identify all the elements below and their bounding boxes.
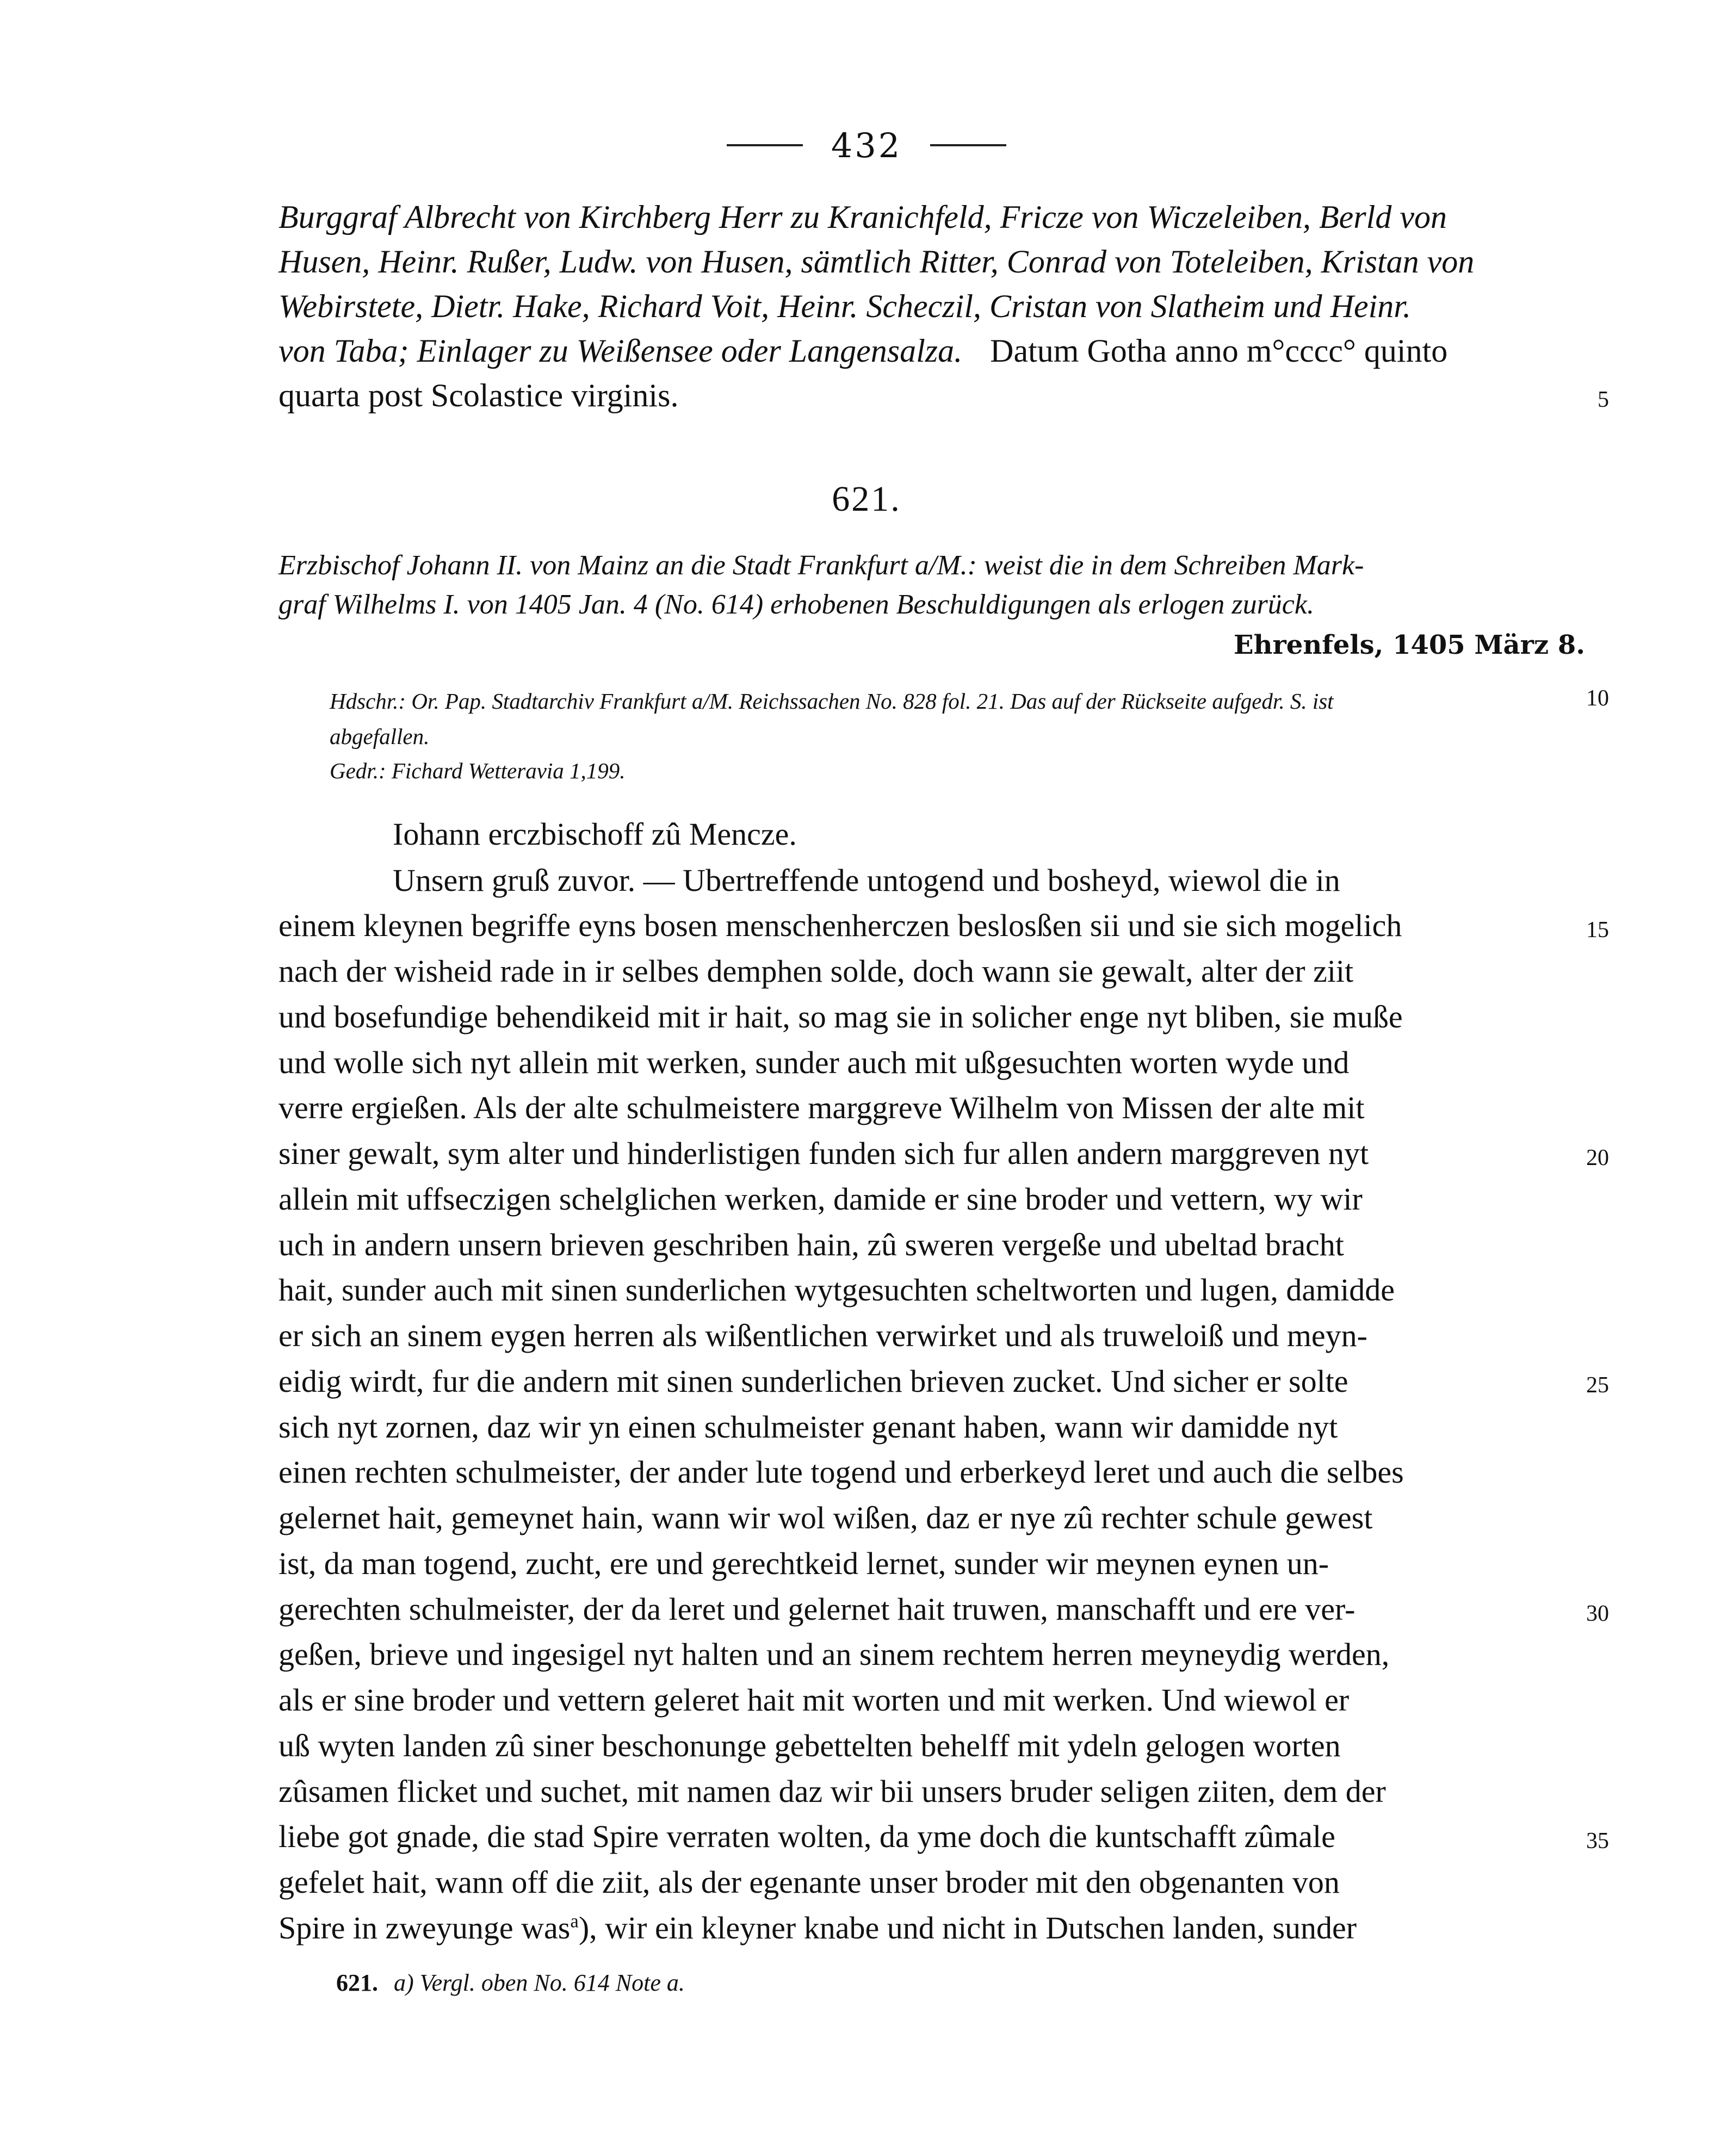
text-line: gerechten schulmeister, der da leret und gelernet hait truwen, manschafft und ere ver- <box>278 1591 1356 1627</box>
margin-line-number: 20 <box>1586 1145 1609 1170</box>
page-header <box>0 121 1733 170</box>
source-line: abgefallen. <box>330 724 430 749</box>
text-line: verre ergießen. Als der alte schulmeistere marggreve Wilhelm von Missen der alte mit <box>278 1090 1365 1125</box>
margin-line-number: 25 <box>1586 1373 1609 1398</box>
salutation: Iohann erczbischoff zû Mencze. <box>393 816 797 852</box>
text-line: gefelet hait, wann off die ziit, als der egenante unser broder mit den obgenanten von <box>278 1864 1340 1900</box>
text-line: allein mit uffseczigen schelglichen werken, damide er sine broder und vettern, wy wir <box>278 1181 1363 1217</box>
text-line: sich nyt zornen, daz wir yn einen schulmeister genant haben, wann wir damidde nyt <box>278 1409 1338 1445</box>
document-number: 621. <box>832 479 901 519</box>
text-line: nach der wisheid rade in ir selbes demphen solde, doch wann sie gewalt, alter der ziit <box>278 953 1354 989</box>
source-line: Gedr.: Fichard Wetteravia 1,199. <box>330 758 626 783</box>
document-dateline: Ehrenfels, 1405 März 8. <box>1234 630 1585 660</box>
footnote-number: 621. <box>336 1969 378 1996</box>
text-segment: Spire in zweyunge was <box>278 1910 571 1946</box>
text-line: Unsern gruß zuvor. — Ubertreffende untogend und bosheyd, wiewol die in <box>393 863 1340 898</box>
margin-line-number: 30 <box>1586 1601 1609 1626</box>
text-line: und wolle sich nyt allein mit werken, sunder auch mit ußgesuchten worten wyde und <box>278 1045 1350 1080</box>
text-line: uß wyten landen zû siner beschonunge gebettelten behelff mit ydeln gelogen worten <box>278 1728 1341 1763</box>
text-segment: ), wir ein kleyner knabe und nicht in Dutschen landen, sunder <box>578 1910 1357 1946</box>
text-segment: Datum Gotha anno m°cccc° quinto <box>990 333 1448 369</box>
footnote-text: a) Vergl. oben No. 614 Note a. <box>394 1969 685 1996</box>
text-line: zûsamen flicket und suchet, mit namen daz wir bii unsers bruder seligen ziiten, dem der <box>278 1774 1386 1809</box>
header-rule-left <box>727 144 803 146</box>
text-line: quarta post Scolastice virginis. <box>278 377 679 413</box>
page-number: 432 <box>831 125 902 165</box>
margin-line-number: 15 <box>1586 918 1609 943</box>
text-line: eidig wirdt, fur die andern mit sinen sunderlichen brieven zucket. Und sicher er solte <box>278 1364 1348 1399</box>
text-line: uch in andern unsern brieven geschriben hain, zû sweren vergeße und ubeltad bracht <box>278 1227 1344 1262</box>
text-line: einem kleynen begriffe eyns bosen menschenherczen beslosßen sii und sie sich mogelich <box>278 908 1402 943</box>
regest-line: Erzbischof Johann II. von Mainz an die Stadt Frankfurt a/M.: weist die in dem Schreiben Mark- <box>278 550 1364 581</box>
text-line: geßen, brieve und ingesigel nyt halten und an sinem rechtem herren meyneydig werden, <box>278 1637 1390 1672</box>
text-line <box>278 1910 1357 1946</box>
text-line: Husen, Heinr. Rußer, Ludw. von Husen, sämtlich Ritter, Conrad von Toteleiben, Kristan von <box>278 244 1475 280</box>
text-line: er sich an sinem eygen herren als wißentlichen verwirket und als truweloiß und meyn- <box>278 1318 1367 1353</box>
text-line: einen rechten schulmeister, der ander lute togend und erberkeyd leret und auch die selbes <box>278 1454 1404 1490</box>
text-line: und bosefundige behendikeid mit ir hait, so mag sie in solicher enge nyt bliben, sie muße <box>278 999 1403 1034</box>
text-line: gelernet hait, gemeynet hain, wann wir wol wißen, daz er nye zû rechter schule gewest <box>278 1500 1373 1535</box>
text-line: Burggraf Albrecht von Kirchberg Herr zu Kranichfeld, Fricze von Wiczeleiben, Berld von <box>278 199 1447 235</box>
text-line: Webirstete, Dietr. Hake, Richard Voit, Heinr. Scheczil, Cristan von Slatheim und Heinr. <box>278 288 1411 324</box>
footnote-marker: a <box>570 1910 579 1932</box>
margin-line-number: 10 <box>1586 686 1609 711</box>
source-line: Hdschr.: Or. Pap. Stadtarchiv Frankfurt a/M. Reichssachen No. 828 fol. 21. Das auf der Rückseite aufgedr. S. ist <box>330 689 1334 714</box>
text-line: hait, sunder auch mit sinen sunderlichen wytgesuchten scheltworten und lugen, damidde <box>278 1272 1395 1308</box>
text-line: ist, da man togend, zucht, ere und gerechtkeid lernet, sunder wir meynen eynen un- <box>278 1546 1329 1581</box>
text-segment: von Taba; Einlager zu Weißensee oder Langensalza. <box>278 333 963 369</box>
footnote <box>336 1969 685 1997</box>
text-line: als er sine broder und vettern geleret hait mit worten und mit werken. Und wiewol er <box>278 1682 1350 1718</box>
text-line: siner gewalt, sym alter und hinderlistigen funden sich fur allen andern marggreven nyt <box>278 1136 1369 1171</box>
margin-line-number: 5 <box>1598 387 1609 412</box>
regest-line: graf Wilhelms I. von 1405 Jan. 4 (No. 614) erhobenen Beschuldigungen als erlogen zurück. <box>278 589 1314 620</box>
text-line <box>278 332 1447 370</box>
text-line: liebe got gnade, die stad Spire verraten wolten, da yme doch die kuntschafft zûmale <box>278 1819 1335 1854</box>
header-rule-right <box>930 144 1006 146</box>
margin-line-number: 35 <box>1586 1829 1609 1854</box>
